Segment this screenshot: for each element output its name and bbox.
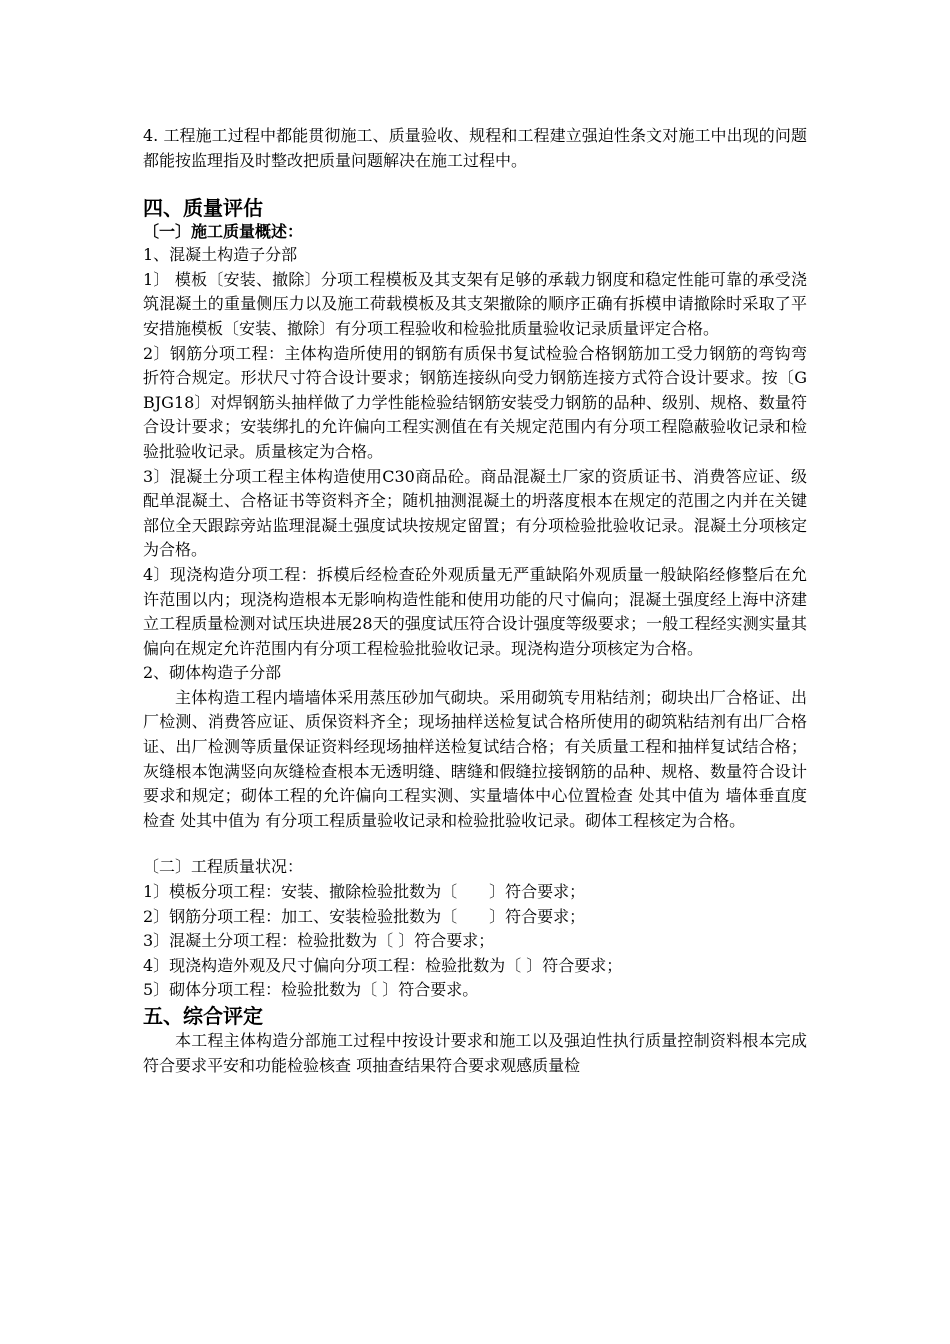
masonry-paragraph: 主体构造工程内墙墙体采用蒸压砂加气砌块。采用砌筑专用粘结剂；砌块出厂合格证、出厂检测、消费答应证、质保资料齐全；现场抽样送检复试合格所使用的砌筑粘结剂有出厂合格证、出厂检测等质量保证资料经现场抽样送检复试结合格；有关质量工程和抽样复试结合格；灰缝根本饱满竖向灰缝检查根本无透明缝、瞎缝和假缝拉接钢筋的品种、规格、数量符合设计要求和规定；砌体工程的允许偏向工程实测、实量墙体中心位置检查 处其中值为 墙体垂直度检查 处其中值为 有分项工程质量验收记录和检验批验收记录。砌体工程核定为合格。 (143, 687, 807, 830)
section-4-sub2-heading: 〔二〕工程质量状况： (143, 857, 304, 877)
section-4-heading: 四、质量评估 (143, 196, 263, 221)
section-5-paragraph: 本工程主体构造分部施工过程中按设计要求和施工以及强迫性执行质量控制资料根本完成符合要求平安和功能检验核查 项抽查结果符合要求观感质量检 (143, 1031, 807, 1075)
formwork-item: 1〕 模板〔安装、撤除〕分项工程模板及其支架有足够的承载力钢度和稳定性能可靠的承受浇筑混凝土的重量侧压力以及施工荷载模板及其支架撤除的顺序正确有拆模申请撤除时采取了平安措施模板〔安装、撤除〕有分项工程验收和检验批质量验收记录质量评定合格。 (143, 269, 807, 338)
quality-status-item: 3〕混凝土分项工程：检验批数为〔 〕符合要求； (143, 931, 495, 951)
document-page (143, 124, 807, 1078)
section-4-sub1-heading: 〔一〕施工质量概述： (143, 222, 304, 242)
quality-status-item: 1〕模板分项工程：安装、撤除检验批数为〔 〕符合要求； (143, 882, 586, 902)
quality-status-item: 5〕砌体分项工程：检验批数为〔 〕符合要求。 (143, 980, 479, 1000)
cast-in-place-item: 4〕现浇构造分项工程：拆模后经检查砼外观质量无严重缺陷外观质量一般缺陷经修整后在允许范围以内；现浇构造根本无影响构造性能和使用功能的尺寸偏向；混凝土强度经上海中济建立工程质量检测对试压块进展28天的强度试压符合设计强度等级要求；一般工程经实测实量其偏向在规定允许范围内有分项工程检验批验收记录。现浇构造分项核定为合格。 (143, 564, 807, 658)
spacer (143, 833, 807, 855)
intro-paragraph: 4. 工程施工过程中都能贯彻施工、质量验收、规程和工程建立强迫性条文对施工中出现的问题都能按监理指及时整改把质量问题解决在施工过程中。 (143, 126, 807, 170)
concrete-item: 3〕混凝土分项工程主体构造使用C30商品砼。商品混凝土厂家的资质证书、消费答应证、级配单混凝土、合格证书等资料齐全；随机抽测混凝土的坍落度根本在规定的范围之内并在关键部位全天跟踪旁站监理混凝土强度试块按规定留置；有分项检验批验收记录。混凝土分项核定为合格。 (143, 466, 807, 560)
quality-status-item: 4〕现浇构造外观及尺寸偏向分项工程：检验批数为〔 〕符合要求； (143, 955, 623, 975)
quality-status-item: 2〕钢筋分项工程：加工、安装检验批数为〔 〕符合要求； (143, 906, 586, 926)
rebar-item: 2〕钢筋分项工程：主体构造所使用的钢筋有质保书复试检验合格钢筋加工受力钢筋的弯钩弯折符合规定。形状尺寸符合设计要求；钢筋连接纵向受力钢筋连接方式符合设计要求。按〔GBJG18〕对焊钢筋头抽样做了力学性能检验结钢筋安装受力钢筋的品种、级别、规格、数量符合设计要求；安装绑扎的允许偏向工程实测值在有关规定范围内有分项工程隐蔽验收记录和检验批验收记录。质量核定为合格。 (143, 343, 807, 461)
concrete-structure-heading: 1、混凝土构造子分部 (143, 245, 298, 265)
section-5-heading: 五、综合评定 (143, 1004, 263, 1028)
spacer (143, 173, 807, 195)
masonry-heading: 2、砌体构造子分部 (143, 663, 282, 683)
